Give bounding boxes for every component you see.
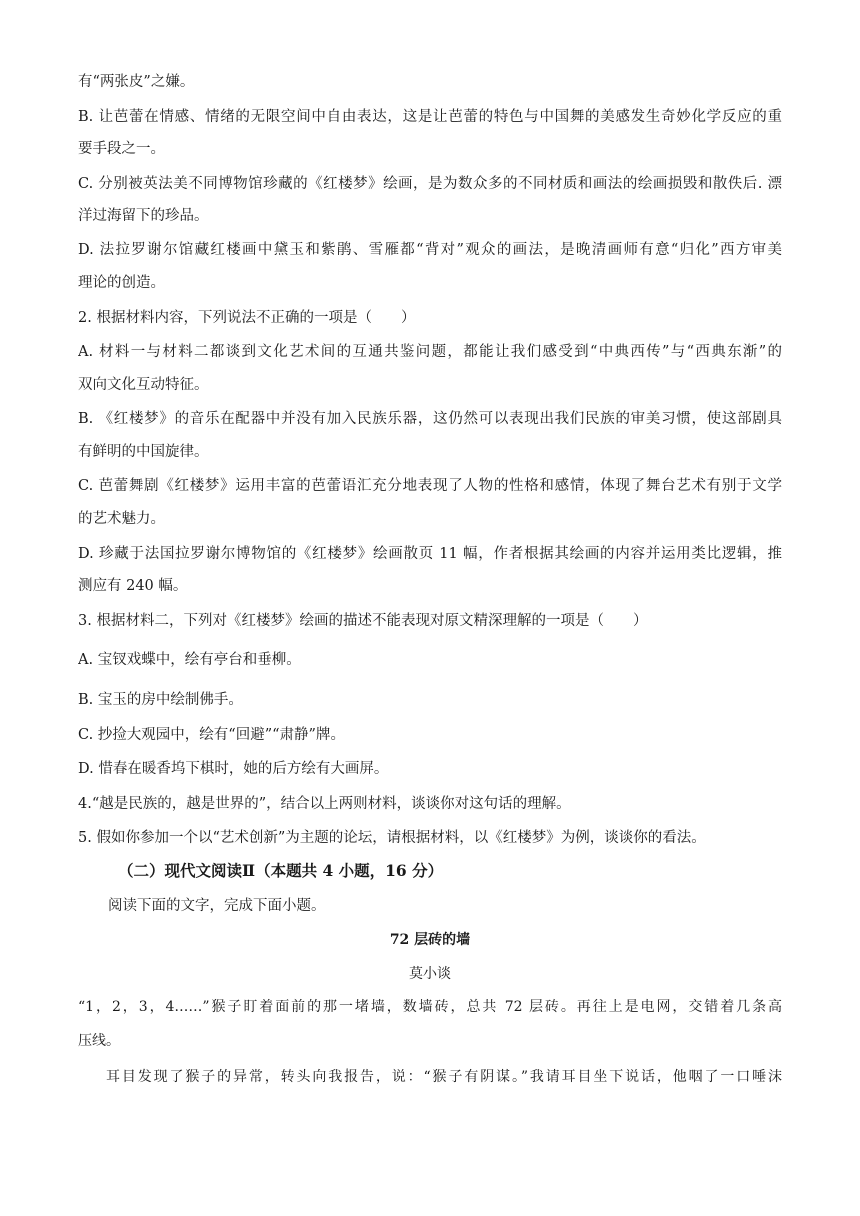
- story-author: 莫小谈: [409, 966, 451, 982]
- text-line: 有鲜明的中国旋律。: [78, 444, 209, 460]
- text-line: 的艺术魅力。: [78, 511, 165, 527]
- text-line: B. 《红楼梦》的音乐在配器中并没有加入民族乐器，这仍然可以表现出我们民族的审美习惯，使这部剧具: [78, 411, 782, 427]
- option-b: B. 宝玉的房中绘制佛手。: [78, 692, 243, 708]
- story-line: 压线。: [78, 1033, 120, 1049]
- option-a: A. 宝钗戏蝶中，绘有亭台和垂柳。: [78, 652, 301, 668]
- text-line: B. 让芭蕾在情感、情绪的无限空间中自由表达，这是让芭蕾的特色与中国舞的美感发生奇妙化学反应的重: [78, 109, 782, 125]
- story-line: 耳目发现了猴子的异常，转头向我报告，说：“猴子有阴谋。”我请耳目坐下说话，他咽了一口唾沫: [106, 1069, 782, 1085]
- text-line: 双向文化互动特征。: [78, 377, 209, 393]
- story-title: 72 层砖的墙: [389, 932, 471, 948]
- text-line: 有“两张皮”之嫌。: [78, 74, 195, 90]
- question-3: 3. 根据材料二，下列对《红楼梦》绘画的描述不能表现对原文精深理解的一项是（ ）: [78, 613, 648, 629]
- text-line: 测应有 240 幅。: [78, 578, 188, 594]
- text-line: 要手段之一。: [78, 141, 165, 157]
- option-c: C. 抄捡大观园中，绘有“回避”“肃静”牌。: [78, 727, 345, 743]
- instruction: 阅读下面的文字，完成下面小题。: [108, 898, 326, 914]
- option-d: D. 惜春在暖香坞下棋时，她的后方绘有大画屏。: [78, 761, 389, 777]
- story-line: “1，2，3，4……”猴子盯着面前的那一堵墙，数墙砖，总共 72 层砖。再往上是电网，交错着几条高: [78, 999, 782, 1015]
- text-line: 洋过海留下的珍品。: [78, 208, 209, 224]
- section-heading: （二）现代文阅读Ⅱ（本题共 4 小题，16 分）: [118, 861, 444, 880]
- question-5: 5. 假如你参加一个以“艺术创新”为主题的论坛，请根据材料，以《红楼梦》为例，谈谈你的看法。: [78, 830, 706, 846]
- question-4: 4.“越是民族的，越是世界的”，结合以上两则材料，谈谈你对这句话的理解。: [78, 796, 571, 812]
- text-line: 理论的创造。: [78, 275, 165, 291]
- text-line: D. 法拉罗谢尔馆藏红楼画中黛玉和紫鹃、雪雁都“背对”观众的画法，是晚清画师有意“归化”西方审美: [78, 242, 782, 258]
- text-line: C. 芭蕾舞剧《红楼梦》运用丰富的芭蕾语汇充分地表现了人物的性格和感情，体现了舞台艺术有别于文学: [78, 478, 782, 494]
- text-line: A. 材料一与材料二都谈到文化艺术间的互通共鉴问题，都能让我们感受到“中典西传”与“西典东渐”的: [78, 344, 782, 360]
- text-line: D. 珍藏于法国拉罗谢尔博物馆的《红楼梦》绘画散页 11 幅，作者根据其绘画的内容并运用类比逻辑，推: [78, 546, 782, 562]
- question-2: 2. 根据材料内容，下列说法不正确的一项是（ ）: [78, 310, 416, 326]
- text-line: C. 分别被英法美不同博物馆珍藏的《红楼梦》绘画，是为数众多的不同材质和画法的绘画损毁和散佚后. 漂: [78, 176, 782, 192]
